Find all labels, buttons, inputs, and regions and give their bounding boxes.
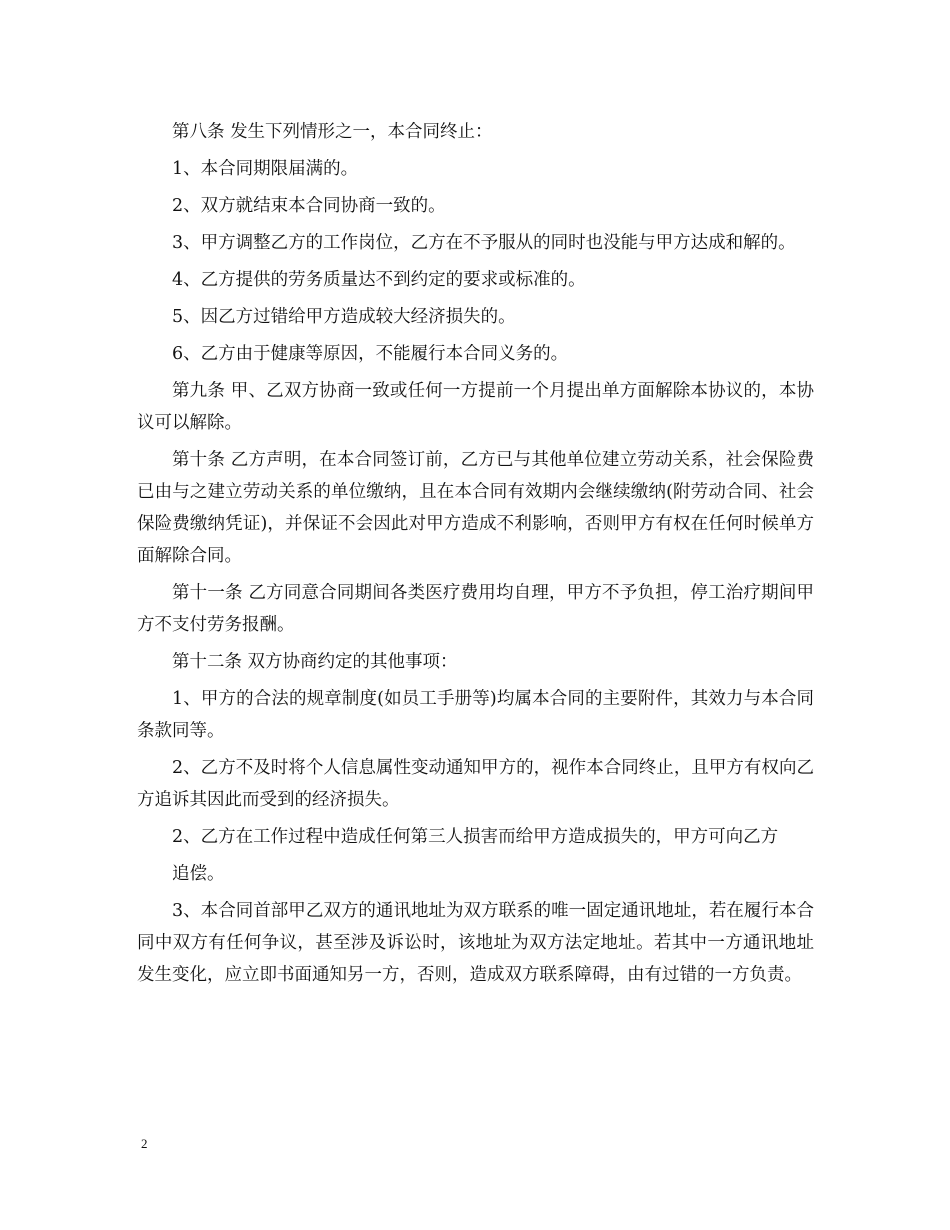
paragraph: 4、乙方提供的劳务质量达不到约定的要求或标准的。 (172, 270, 586, 290)
paragraph: 2、双方就结束本合同协商一致的。 (172, 196, 446, 216)
paragraph: 第八条 发生下列情形之一，本合同终止： (172, 122, 493, 142)
paragraph: 3、甲方调整乙方的工作岗位，乙方在不予服从的同时也没能与甲方达成和解的。 (172, 233, 796, 253)
page-number: 2 (141, 1136, 148, 1151)
document-body (137, 116, 814, 996)
paragraph: 第九条 甲、乙双方协商一致或任何一方提前一个月提出单方面解除本协议的，本协议可以解除。 (137, 381, 814, 433)
paragraph: 6、乙方由于健康等原因，不能履行本合同义务的。 (172, 344, 569, 364)
paragraph: 第十一条 乙方同意合同期间各类医疗费用均自理，甲方不予负担，停工治疗期间甲方不支付劳务报酬。 (137, 583, 814, 635)
paragraph: 第十条 乙方声明，在本合同签订前，乙方已与其他单位建立劳动关系，社会保险费已由与之建立劳动关系的单位缴纳，且在本合同有效期内会继续缴纳(附劳动合同、社会保险费缴纳凭证)，并保证不会因此对甲方造成不利影响，否则甲方有权在任何时候单方面解除合同。 (137, 450, 814, 566)
paragraph: 2、乙方不及时将个人信息属性变动通知甲方的，视作本合同终止，且甲方有权向乙方追诉其因此而受到的经济损失。 (137, 758, 814, 810)
paragraph: 5、因乙方过错给甲方造成较大经济损失的。 (172, 307, 516, 327)
paragraph: 3、本合同首部甲乙双方的通讯地址为双方联系的唯一固定通讯地址，若在履行本合同中双方有任何争议，甚至涉及诉讼时，该地址为双方法定地址。若其中一方通讯地址发生变化，应立即书面通知另一方，否则，造成双方联系障碍，由有过错的一方负责。 (137, 901, 814, 985)
paragraph: 第十二条 双方协商约定的其他事项： (172, 652, 458, 672)
paragraph: 追偿。 (172, 864, 225, 884)
paragraph: 1、本合同期限届满的。 (172, 159, 359, 179)
paragraph: 1、甲方的合法的规章制度(如员工手册等)均属本合同的主要附件，其效力与本合同条款同等。 (137, 689, 814, 741)
paragraph: 2、乙方在工作过程中造成任何第三人损害而给甲方造成损失的，甲方可向乙方 (172, 827, 779, 847)
